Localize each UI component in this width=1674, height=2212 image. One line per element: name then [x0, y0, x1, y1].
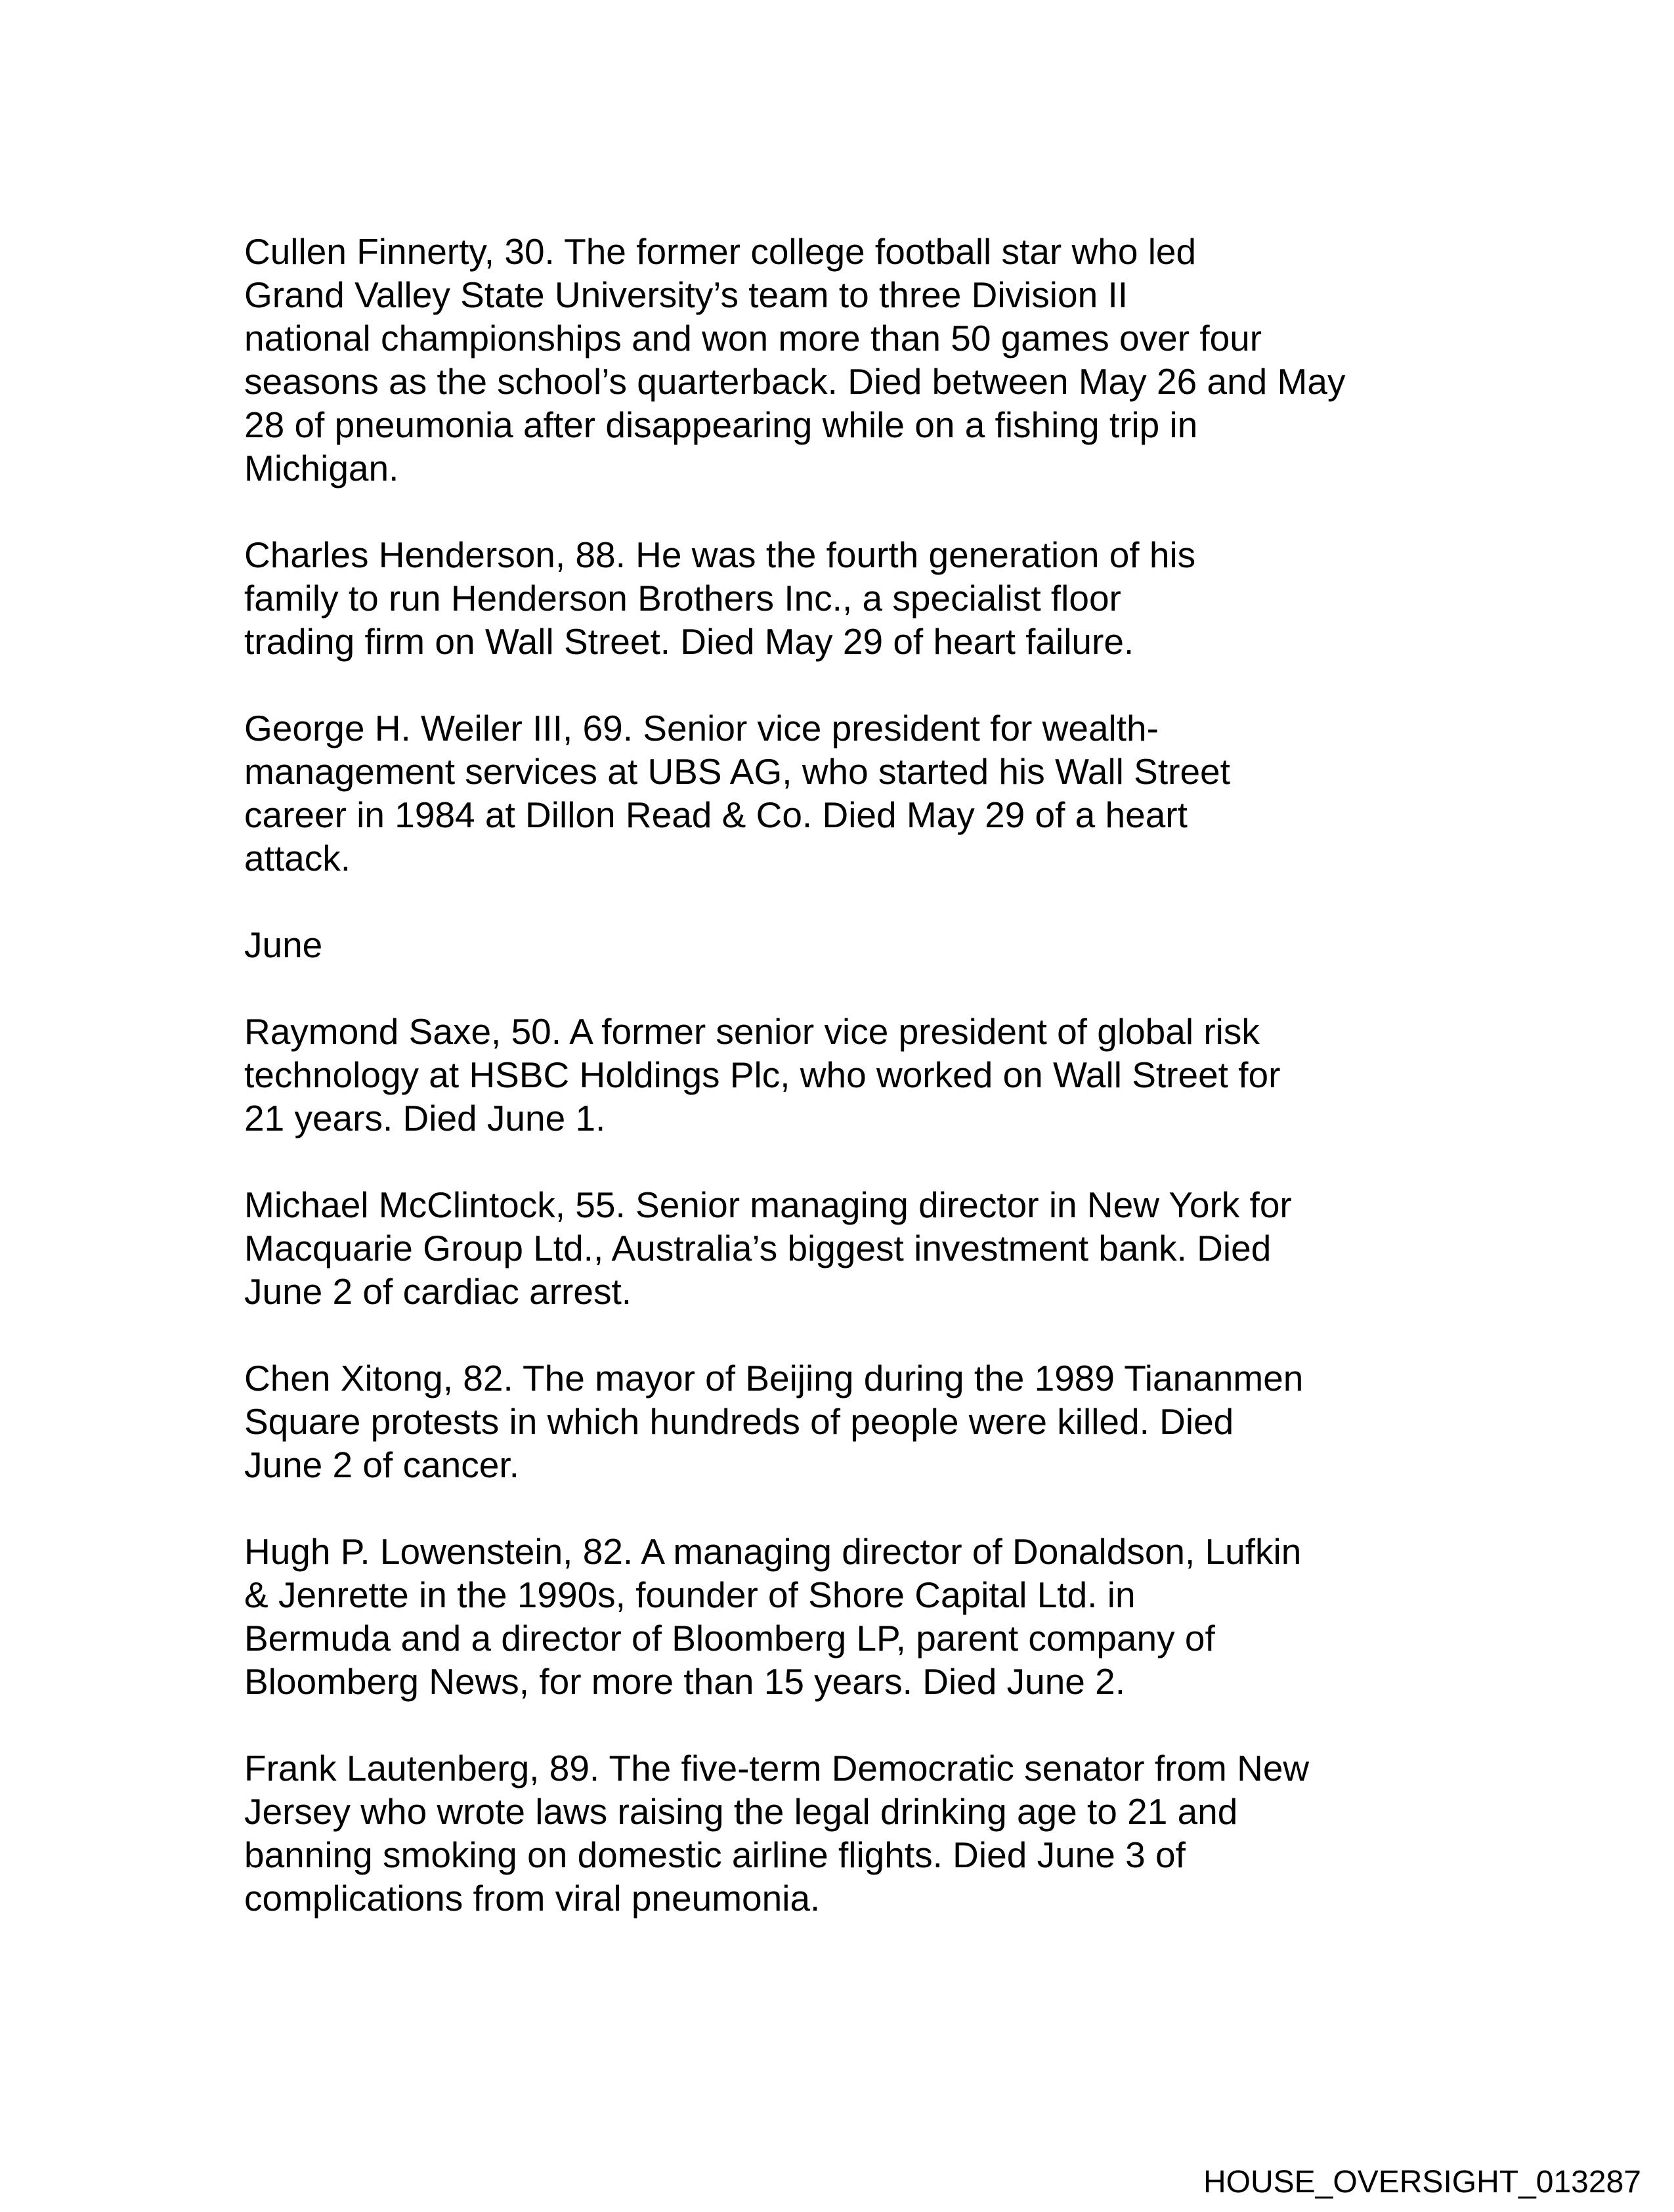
section-heading: [244, 923, 1557, 966]
bates-number: HOUSE_OVERSIGHT_013287: [1203, 2165, 1641, 2200]
obituary-paragraph: [244, 1183, 1557, 1313]
obituary-paragraph: [244, 1746, 1557, 1920]
text-line: Michigan.: [244, 448, 399, 488]
text-line: June 2 of cardiac arrest.: [244, 1271, 632, 1312]
text-line: Michael McClintock, 55. Senior managing director in New York for: [244, 1184, 1292, 1225]
text-line: attack.: [244, 838, 351, 878]
obituary-paragraph: [244, 1530, 1557, 1703]
text-line: Frank Lautenberg, 89. The five-term Democratic senator from New: [244, 1748, 1310, 1789]
text-line: banning smoking on domestic airline flights. Died June 3 of: [244, 1834, 1186, 1875]
text-line: Macquarie Group Ltd., Australia’s biggest investment bank. Died: [244, 1228, 1272, 1269]
text-line: career in 1984 at Dillon Read & Co. Died May 29 of a heart: [244, 794, 1188, 835]
text-line: Charles Henderson, 88. He was the fourth generation of his: [244, 534, 1196, 575]
text-line: Chen Xitong, 82. The mayor of Beijing during the 1989 Tiananmen: [244, 1358, 1304, 1399]
text-line: Bloomberg News, for more than 15 years. Died June 2.: [244, 1661, 1126, 1702]
text-line: Square protests in which hundreds of people were killed. Died: [244, 1401, 1234, 1442]
text-line: seasons as the school’s quarterback. Died between May 26 and May: [244, 361, 1346, 402]
text-line: Bermuda and a director of Bloomberg LP, parent company of: [244, 1618, 1215, 1659]
text-line: technology at HSBC Holdings Plc, who worked on Wall Street for: [244, 1054, 1281, 1095]
obituary-paragraph: [244, 706, 1557, 880]
text-line: Cullen Finnerty, 30. The former college football star who led: [244, 231, 1197, 272]
text-line: Raymond Saxe, 50. A former senior vice president of global risk: [244, 1011, 1260, 1052]
text-line: & Jenrette in the 1990s, founder of Shore Capital Ltd. in: [244, 1574, 1136, 1615]
text-line: trading firm on Wall Street. Died May 29 of heart failure.: [244, 621, 1134, 662]
obituary-paragraph: [244, 230, 1557, 490]
obituary-paragraph: [244, 1010, 1557, 1140]
text-line: June 2 of cancer.: [244, 1444, 519, 1485]
text-line: family to run Henderson Brothers Inc., a specialist floor: [244, 578, 1121, 618]
text-line: Jersey who wrote laws raising the legal drinking age to 21 and: [244, 1791, 1238, 1832]
text-line: 28 of pneumonia after disappearing while on a fishing trip in: [244, 404, 1198, 445]
text-line: June: [244, 924, 323, 965]
text-line: complications from viral pneumonia.: [244, 1878, 821, 1919]
obituary-paragraph: [244, 533, 1557, 663]
text-line: Hugh P. Lowenstein, 82. A managing director of Donaldson, Lufkin: [244, 1531, 1302, 1572]
obituary-paragraph: [244, 1356, 1557, 1486]
document-body: [244, 230, 1557, 1963]
text-line: George H. Weiler III, 69. Senior vice president for wealth-: [244, 708, 1159, 748]
text-line: Grand Valley State University’s team to three Division II: [244, 274, 1128, 315]
text-line: 21 years. Died June 1.: [244, 1098, 606, 1139]
text-line: management services at UBS AG, who started his Wall Street: [244, 751, 1230, 792]
text-line: national championships and won more than 50 games over four: [244, 318, 1262, 358]
